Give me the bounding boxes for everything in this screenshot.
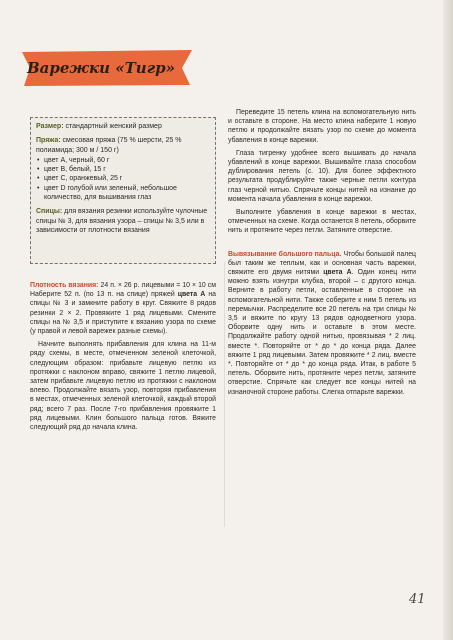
density-label: Плотность вязания: [30, 282, 99, 289]
yarn-label: Пряжа: [36, 137, 61, 145]
density-value: 24 п. × 26 р. лицевыми = 10 × 10 см [100, 282, 216, 289]
cast-on-text: Наберите 52 п. (по 13 п. на спице) пряжей [30, 291, 175, 299]
eyes-embroidery-paragraph: Глаза тигренку удобнее всего вышивать до начала убавлений в конце варежки. Вышивайте глаза способом дублирования петель (с. 10). Для более эффектного результата продублируйте также черные петли контура глаз черной нитью. Спрячьте концы нитей на изнанке до момента начала убавления в конце варежки. [228, 149, 416, 203]
transfer-stitches-paragraph: Переведите 15 петель клина на вспомогательную нить и оставьте в стороне. На место клина наберите 1 новую петлю и продолжайте вязать узор по схеме до момента убавления в конце варежки. [228, 109, 416, 144]
color-a-emphasis: цвета А [177, 291, 206, 299]
size-value: стандартный женский размер [65, 123, 162, 130]
yarn-line [36, 136, 210, 155]
page-spine-shadow [443, 0, 453, 640]
decreases-paragraph: Выполните убавления в конце варежки в местах, отмеченных на схеме. Когда останется 8 петель, оборвите нить и протяните через петли. Затяните отверстие. [228, 209, 416, 235]
thumb-heading: Вывязывание большого пальца. [228, 250, 342, 258]
thumb-text: Чтобы большой палец был таким же теплым, как и основная часть варежки, свяжите его двумя нитями [228, 250, 416, 277]
thumb-text-cont: . Один конец нити можно взять изнутри клубка, второй – с другого конца. Верните в работу петли, оставленные в стороне на вспомогательной нити. Также соберите к ним 5 петель из перемычки. Распределите все 20 петель на три спицы № 3,5 и вяжите по кругу 13 рядов однодветного узора. Оборвите одну нить и оставьте в этом месте. Продолжайте работу одной нитью, провязывая * 2 лиц. вместе *. Повторяйте от * до * до конца ряда. Далее вяжите 1 ряд лицевыми. Затем провяжите * 2 лиц. вместе *. Повторяйте от * до * до конца ряда. Итак, в работе 5 петель. Оборвите нить, протяните через петли, затяните отверстие. Спрячьте как следует все концы нитей на изнаночной стороне работы. Слегка отпарьте варежки. [228, 269, 416, 396]
needles-value: для вязания резинки используйте чулочные спицы № 3, для вязания узора – спицы № 3,5 или в зависимости от плотности вязания [36, 208, 208, 234]
size-label: Размер: [36, 123, 64, 130]
thumb-gusset-paragraph: Начните выполнять прибавления для клина на 11-м ряду схемы, в месте, отмеченном зеленой клеточкой, следующим образом: прибавьте лицевую петлю из протяжки с наклоном вправо, свяжите 1 петлю лицевой, затем прибавьте лицевую петлю из протяжки с наклоном влево. Продолжайте вязать узор, повторяя прибавления в местах, отмеченных зеленой клеточкой, каждый второй ряд; всего 7 раз. После 7-го прибавления провяжите 1 ряд лицевыми. Клин большого пальца готов. Вяжите следующий ряд до начала клина. [30, 341, 216, 432]
density-paragraph [30, 281, 216, 336]
needles-line [36, 207, 210, 235]
right-text-column [228, 108, 416, 401]
page-number: 41 [409, 592, 426, 607]
thumb-color-emphasis: цвета А [323, 269, 352, 277]
yarn-color-item: • цвет В, белый, 15 г [36, 165, 210, 174]
thumb-paragraph [228, 250, 416, 397]
cast-on-text-cont: на спицы № 3 и замкните работу в круг. Свяжите 8 рядов резинки 2 × 2. Провяжите 1 ряд лицевыми. Смените спицы на № 3,5 и приступите к вязанию узора по схеме (у правой и левой варежек разные схемы). [30, 291, 216, 336]
yarn-color-item: • цвет А, черный, 60 г [36, 156, 210, 165]
yarn-value: смесовая пряжа (75 % шерсти, 25 % полиамида; 300 м / 150 г) [36, 137, 182, 154]
needles-label: Спицы: [36, 208, 63, 216]
size-line [36, 122, 210, 131]
column-divider [224, 262, 225, 527]
yarn-color-item: • цвет С, оранжевый, 25 г [36, 174, 210, 183]
pattern-title: Варежки «Тигр» [26, 59, 176, 77]
materials-box [30, 117, 216, 264]
left-text-column [30, 281, 216, 436]
yarn-color-item: • цвет D голубой или зеленый, небольшое количество, для вышивания глаз [36, 184, 210, 203]
yarn-color-list [36, 156, 210, 202]
